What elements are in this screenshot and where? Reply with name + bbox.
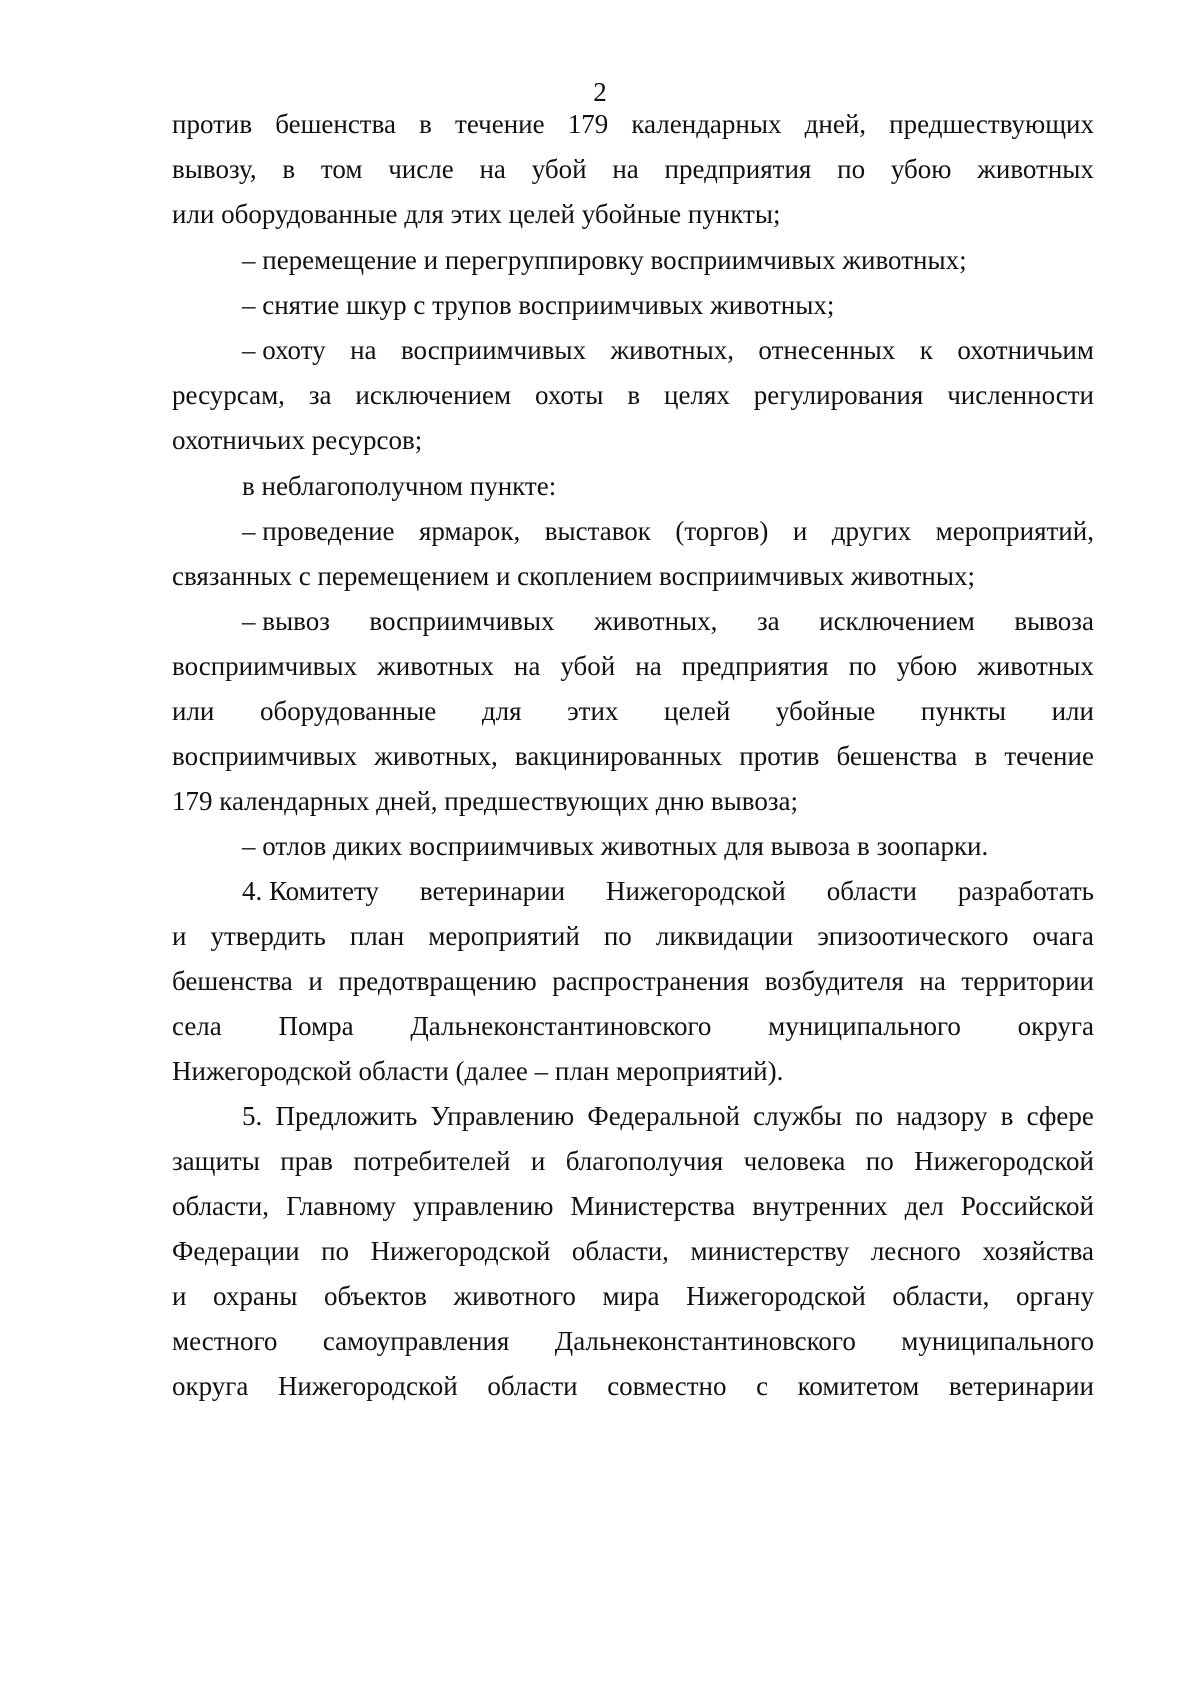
word: течение (1004, 741, 1094, 771)
word: вывоза (1014, 606, 1094, 636)
word: в (1000, 1101, 1014, 1131)
word: целей (664, 696, 731, 726)
word: числе (388, 154, 454, 184)
text-line: 179 календарных дней, предшествующих дню вывоза; (172, 786, 799, 816)
word: по (865, 1146, 894, 1176)
text-line (172, 736, 1094, 776)
text-line: – снятие шкур с трупов восприимчивых животных; (242, 290, 835, 320)
word: – вывоз (242, 606, 330, 636)
word: течение (455, 109, 545, 139)
word: по (855, 1101, 884, 1131)
text-line (242, 1096, 1094, 1136)
word: хозяйства (982, 1236, 1094, 1266)
word: округа (172, 1371, 249, 1401)
word: по (848, 651, 877, 681)
word: 5. (242, 1101, 263, 1131)
word: министерству (690, 1236, 850, 1266)
word: или (1051, 696, 1094, 726)
word: предприятия (664, 154, 812, 184)
word: самоуправления (322, 1326, 510, 1356)
word: и (530, 1146, 546, 1176)
word: дней, (804, 109, 867, 139)
word: в (974, 741, 988, 771)
word: благополучия (565, 1146, 724, 1176)
word: Министерства (570, 1191, 736, 1221)
text-line (172, 1321, 1094, 1361)
word: численности (947, 380, 1094, 410)
word: 4. Комитету (242, 876, 379, 906)
text-line (172, 646, 1094, 686)
word: восприимчивых (369, 606, 555, 636)
text-line (242, 330, 1094, 370)
word: убой (531, 154, 587, 184)
word: предотвращению (338, 966, 537, 996)
word: местного (172, 1326, 278, 1356)
word: объектов (323, 1281, 427, 1311)
word: совместно (607, 1371, 727, 1401)
word: на (479, 154, 506, 184)
word: регулирования (753, 380, 924, 410)
word: Нижегородской (370, 1236, 551, 1266)
word: мероприятий, (935, 516, 1094, 546)
text-line: в неблагополучном пункте: (242, 471, 557, 501)
word: внутренних (752, 1191, 888, 1221)
word: муниципального (901, 1326, 1094, 1356)
text-line (242, 511, 1094, 551)
word: на (350, 335, 377, 365)
word: против (739, 741, 820, 771)
word: Нижегородской (686, 1281, 866, 1311)
word: лесного (870, 1236, 961, 1266)
word: территории (961, 966, 1094, 996)
word: исключением (355, 380, 512, 410)
word: охраны (213, 1281, 298, 1311)
word: органу (1015, 1281, 1094, 1311)
word: области, (172, 1191, 270, 1221)
word: утвердить (210, 921, 326, 951)
word: убой (560, 651, 616, 681)
text-line: Нижегородской области (далее – план мероприятий). (172, 1056, 784, 1086)
word: ярмарок, (418, 516, 521, 546)
word: этих (567, 696, 619, 726)
text-line (242, 871, 1094, 911)
text-line (172, 149, 1094, 189)
word: человека (743, 1146, 846, 1176)
word: бешенства (836, 741, 958, 771)
word: и (308, 966, 323, 996)
word: в (419, 109, 432, 139)
word: ресурсам, (172, 380, 285, 410)
word: потребителей (353, 1146, 511, 1176)
word: – охоту (242, 335, 326, 365)
word: возбудителя (764, 966, 904, 996)
text-line (242, 601, 1094, 641)
word: на (919, 966, 946, 996)
word: на (513, 651, 541, 681)
word: восприимчивых (172, 741, 358, 771)
text-line (172, 375, 1094, 415)
word: и (792, 516, 808, 546)
word: управлению (413, 1191, 554, 1221)
word: разработать (957, 876, 1094, 906)
text-line (172, 1366, 1094, 1406)
word: муниципального (768, 1011, 961, 1041)
text-line: – отлов диких восприимчивых животных для вывоза в зоопарки. (242, 831, 989, 861)
word: бешенства (172, 966, 293, 996)
word: для (481, 696, 522, 726)
word: Федеральной (587, 1101, 740, 1131)
word: ветеринарии (948, 1371, 1094, 1401)
word: убою (890, 154, 952, 184)
word: по (837, 154, 866, 184)
word: села (172, 1011, 222, 1041)
word: 179 (567, 109, 609, 139)
word: календарных (631, 109, 782, 139)
text-line (172, 1276, 1094, 1316)
word: Управлению (430, 1101, 575, 1131)
word: ликвидации (655, 921, 794, 951)
word: восприимчивых (400, 335, 587, 365)
word: животных, (593, 606, 718, 636)
word: целях (664, 380, 730, 410)
word: или (172, 696, 215, 726)
word: животных, (610, 335, 734, 365)
word: – проведение (242, 516, 395, 546)
word: отнесенных (758, 335, 896, 365)
word: округа (1017, 1011, 1094, 1041)
word: эпизоотического (817, 921, 1009, 951)
word: в (282, 154, 296, 184)
word: распространения (552, 966, 750, 996)
word: том (320, 154, 363, 184)
word: мероприятий (428, 921, 580, 951)
word: оборудованные (259, 696, 437, 726)
word: животного (453, 1281, 576, 1311)
text-line (172, 916, 1094, 956)
text-line (172, 104, 1094, 144)
text-line (172, 1141, 1094, 1181)
word: области, (571, 1236, 669, 1266)
word: дел (904, 1191, 944, 1221)
word: бешенства (275, 109, 396, 139)
word: Помра (278, 1011, 354, 1041)
word: и (172, 921, 187, 951)
word: Главному (286, 1191, 396, 1221)
word: животных (977, 651, 1094, 681)
word: Федерации (172, 1236, 300, 1266)
text-line: – перемещение и перегруппировку восприимчивых животных; (242, 245, 967, 275)
word: области, (892, 1281, 990, 1311)
word: на (635, 651, 662, 681)
word: к (919, 335, 933, 365)
word: восприимчивых (172, 651, 358, 681)
word: против (172, 109, 253, 139)
word: области (487, 1371, 578, 1401)
word: ветеринарии (419, 876, 566, 906)
text-line (172, 1006, 1094, 1046)
text-line (172, 691, 1094, 731)
word: защиты (172, 1146, 260, 1176)
text-line: охотничьих ресурсов; (172, 425, 423, 455)
word: Нижегородской (277, 1371, 458, 1401)
word: в (627, 380, 641, 410)
word: по (603, 921, 632, 951)
word: области (826, 876, 917, 906)
word: (торгов) (675, 516, 769, 546)
word: убою (896, 651, 958, 681)
word: вакцинированных (514, 741, 723, 771)
text-line (172, 961, 1094, 1001)
word: план (349, 921, 405, 951)
word: службы (753, 1101, 842, 1131)
word: Предложить (275, 1101, 418, 1131)
word: животных (977, 154, 1094, 184)
word: пункты (920, 696, 1007, 726)
word: Нижегородской (914, 1146, 1094, 1176)
word: мира (602, 1281, 660, 1311)
text-line (172, 1231, 1094, 1271)
word: и (172, 1281, 187, 1311)
word: Российской (960, 1191, 1094, 1221)
word: убойные (775, 696, 876, 726)
word: надзору (896, 1101, 988, 1131)
word: охоты (535, 380, 604, 410)
page-number: 2 (593, 77, 607, 107)
text-line (172, 1186, 1094, 1226)
word: выставок (544, 516, 651, 546)
word: очага (1032, 921, 1094, 951)
word: комитетом (797, 1371, 920, 1401)
word: Дальнеконстантиновского (554, 1326, 856, 1356)
word: прав (280, 1146, 333, 1176)
word: животных, (374, 741, 498, 771)
word: исключением (819, 606, 975, 636)
word: по (321, 1236, 350, 1266)
word: с (756, 1371, 769, 1401)
text-line: или оборудованные для этих целей убойные пункты; (172, 199, 781, 229)
word: предшествующих (889, 109, 1094, 139)
word: предприятия (681, 651, 829, 681)
word: вывозу, (172, 154, 257, 184)
word: за (308, 380, 332, 410)
word: других (831, 516, 912, 546)
word: Нижегородской (605, 876, 786, 906)
word: Дальнеконстантиновского (410, 1011, 712, 1041)
word: животных (377, 651, 494, 681)
text-line: связанных с перемещением и скоплением восприимчивых животных; (172, 561, 976, 591)
word: за (756, 606, 780, 636)
word: на (612, 154, 639, 184)
word: охотничьим (957, 335, 1094, 365)
word: сфере (1026, 1101, 1094, 1131)
